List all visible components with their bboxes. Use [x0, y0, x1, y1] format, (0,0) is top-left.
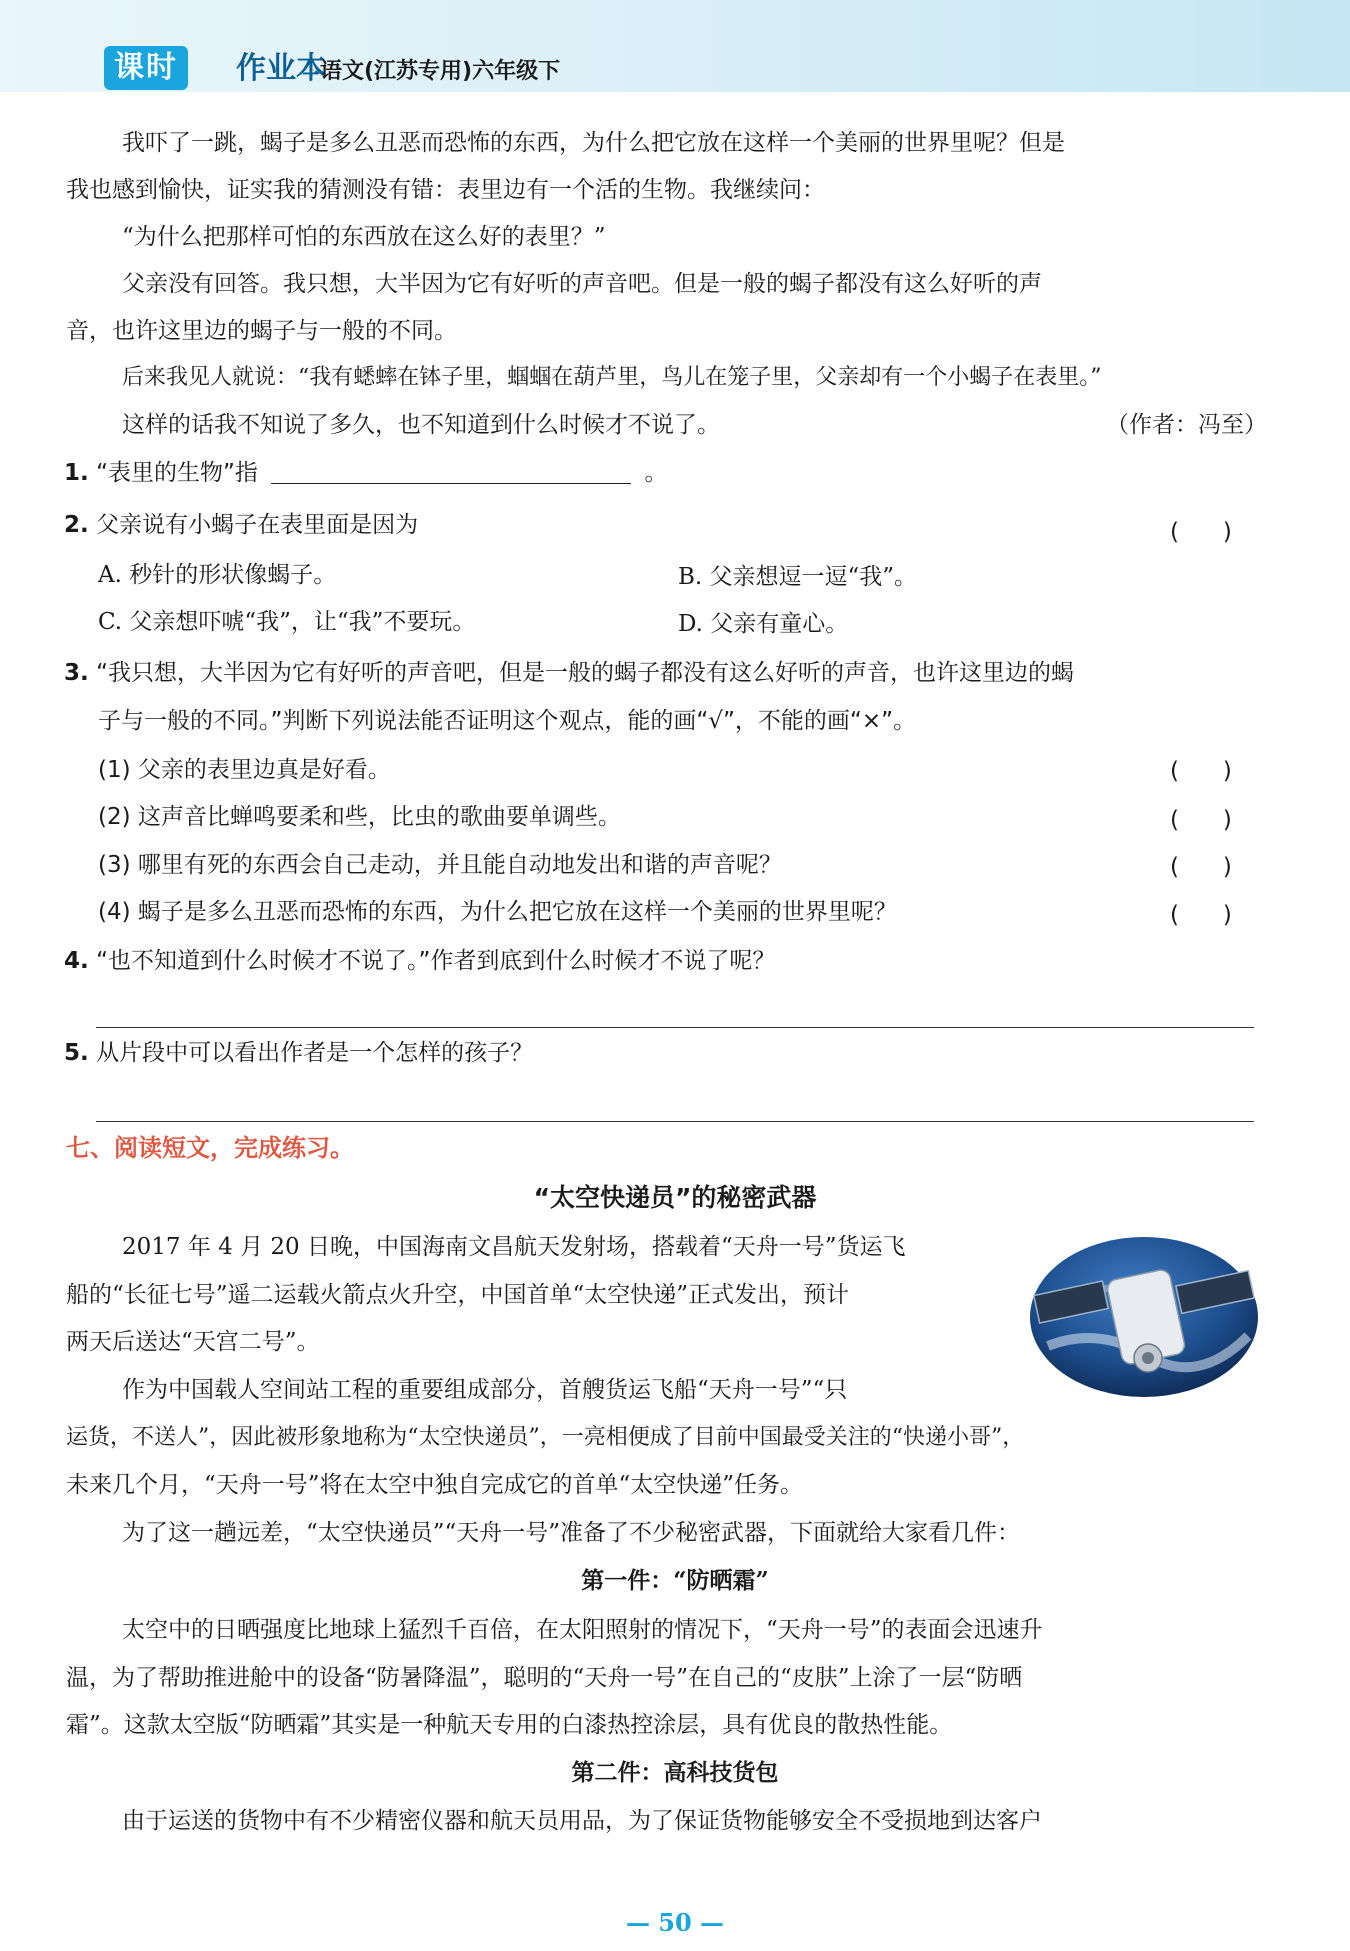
judge-item-2: (2) 这声音比蝉鸣要柔和些，比虫的歌曲要单调些。	[98, 804, 621, 830]
passage-line: 后来我见人就说：“我有蟋蟀在钵子里，蝈蝈在葫芦里，鸟儿在笼子里，父亲却有一个小蝎子在表里。”	[122, 365, 1102, 390]
question-text: 父亲说有小蝎子在表里面是因为	[96, 512, 419, 538]
question-5	[64, 1038, 533, 1068]
question-1	[64, 458, 668, 488]
question-4	[64, 946, 775, 976]
header-band	[0, 0, 1350, 92]
option-b: B. 父亲想逗一逗“我”。	[678, 564, 918, 590]
question-number: 3.	[64, 660, 89, 686]
question-text-line2: 子与一般的不同。”判断下列说法能否证明这个观点，能的画“√”，不能的画“×”。	[98, 708, 917, 734]
article-line: 船的“长征七号”遥二运载火箭点火升空，中国首单“太空快递”正式发出，预计	[66, 1282, 850, 1308]
brand-logo: 课时	[104, 46, 188, 90]
answer-paren[interactable]: ( )	[1170, 519, 1232, 545]
judge-item-4: (4) 蝎子是多么丑恶而恐怖的东西，为什么把它放在这样一个美丽的世界里呢？	[98, 899, 897, 925]
passage-line: 这样的话我不知说了多久，也不知道到什么时候才不说了。	[122, 412, 720, 438]
article-line: 运货，不送人”，因此被形象地称为“太空快递员”，一亮相便成了目前中国最受关注的“快递小哥”，	[66, 1425, 1025, 1450]
article-line: 未来几个月，“天舟一号”将在太空中独自完成它的首单“太空快递”任务。	[66, 1472, 804, 1498]
answer-paren[interactable]: ( )	[1170, 758, 1232, 784]
article-line: 由于运送的货物中有不少精密仪器和航天员用品，为了保证货物能够安全不受损地到达客户	[122, 1808, 1042, 1834]
judge-item-3: (3) 哪里有死的东西会自己走动，并且能自动地发出和谐的声音呢？	[98, 852, 782, 878]
question-text-end: 。	[644, 460, 668, 486]
question-number: 4.	[64, 948, 89, 974]
fill-blank[interactable]	[271, 483, 631, 484]
question-number: 5.	[64, 1040, 89, 1066]
passage-line: “为什么把那样可怕的东西放在这么好的表里？”	[122, 224, 606, 250]
subsection-title-1: 第一件：“防晒霜”	[581, 1567, 769, 1594]
question-text: 从片段中可以看出作者是一个怎样的孩子？	[96, 1040, 534, 1066]
book-subtitle: 语文(江苏专用)六年级下	[320, 59, 561, 84]
question-number: 2.	[64, 512, 89, 538]
question-3	[64, 658, 1074, 688]
option-a: A. 秒针的形状像蝎子。	[98, 562, 337, 588]
answer-paren[interactable]: ( )	[1170, 902, 1232, 928]
passage-line: 我也感到愉快，证实我的猜测没有错：表里边有一个活的生物。我继续问：	[66, 177, 825, 203]
page-number: — 50 —	[625, 1908, 725, 1937]
passage-author: （作者：冯至）	[1106, 412, 1267, 438]
question-text: “表里的生物”指	[96, 460, 258, 486]
article-line: 太空中的日晒强度比地球上猛烈千百倍，在太阳照射的情况下，“天舟一号”的表面会迅速升	[122, 1617, 1043, 1643]
answer-paren[interactable]: ( )	[1170, 807, 1232, 833]
section-heading: 七、阅读短文，完成练习。	[66, 1134, 354, 1162]
spacecraft-photo	[1028, 1236, 1260, 1398]
subsection-title-2: 第二件：高科技货包	[571, 1759, 779, 1786]
answer-paren[interactable]: ( )	[1170, 854, 1232, 880]
article-line: 为了这一趟远差，“太空快递员”“天舟一号”准备了不少秘密武器，下面就给大家看几件：	[122, 1520, 1021, 1546]
passage-line: 我吓了一跳，蝎子是多么丑恶而恐怖的东西，为什么把它放在这样一个美丽的世界里呢？但是	[122, 130, 1065, 156]
option-c: C. 父亲想吓唬“我”，让“我”不要玩。	[98, 609, 476, 635]
brand-title: 作业本	[236, 51, 326, 86]
answer-line[interactable]	[96, 1121, 1254, 1122]
question-2	[64, 510, 418, 540]
passage-line: 音，也许这里边的蝎子与一般的不同。	[66, 318, 457, 344]
article-line: 2017 年 4 月 20 日晚，中国海南文昌航天发射场，搭载着“天舟一号”货运飞	[122, 1234, 906, 1260]
article-line: 两天后送达“天宫二号”。	[66, 1329, 320, 1355]
question-text: “也不知道到什么时候才不说了。”作者到底到什么时候才不说了呢？	[96, 948, 776, 974]
question-text: “我只想，大半因为它有好听的声音吧，但是一般的蝎子都没有这么好听的声音，也许这里边的蝎	[96, 660, 1074, 686]
judge-item-1: (1) 父亲的表里边真是好看。	[98, 757, 391, 783]
option-d: D. 父亲有童心。	[678, 611, 849, 637]
article-line: 温，为了帮助推进舱中的设备“防暑降温”，聪明的“天舟一号”在自己的“皮肤”上涂了一层“防晒	[66, 1665, 1023, 1691]
article-title: “太空快递员”的秘密武器	[533, 1183, 817, 1212]
passage-line: 父亲没有回答。我只想，大半因为它有好听的声音吧。但是一般的蝎子都没有这么好听的声	[122, 271, 1042, 297]
article-line: 作为中国载人空间站工程的重要组成部分，首艘货运飞船“天舟一号”“只	[122, 1377, 848, 1403]
article-line: 霜”。这款太空版“防晒霜”其实是一种航天专用的白漆热控涂层，具有优良的散热性能。	[66, 1712, 953, 1738]
question-number: 1.	[64, 460, 89, 486]
answer-line[interactable]	[96, 1027, 1254, 1028]
